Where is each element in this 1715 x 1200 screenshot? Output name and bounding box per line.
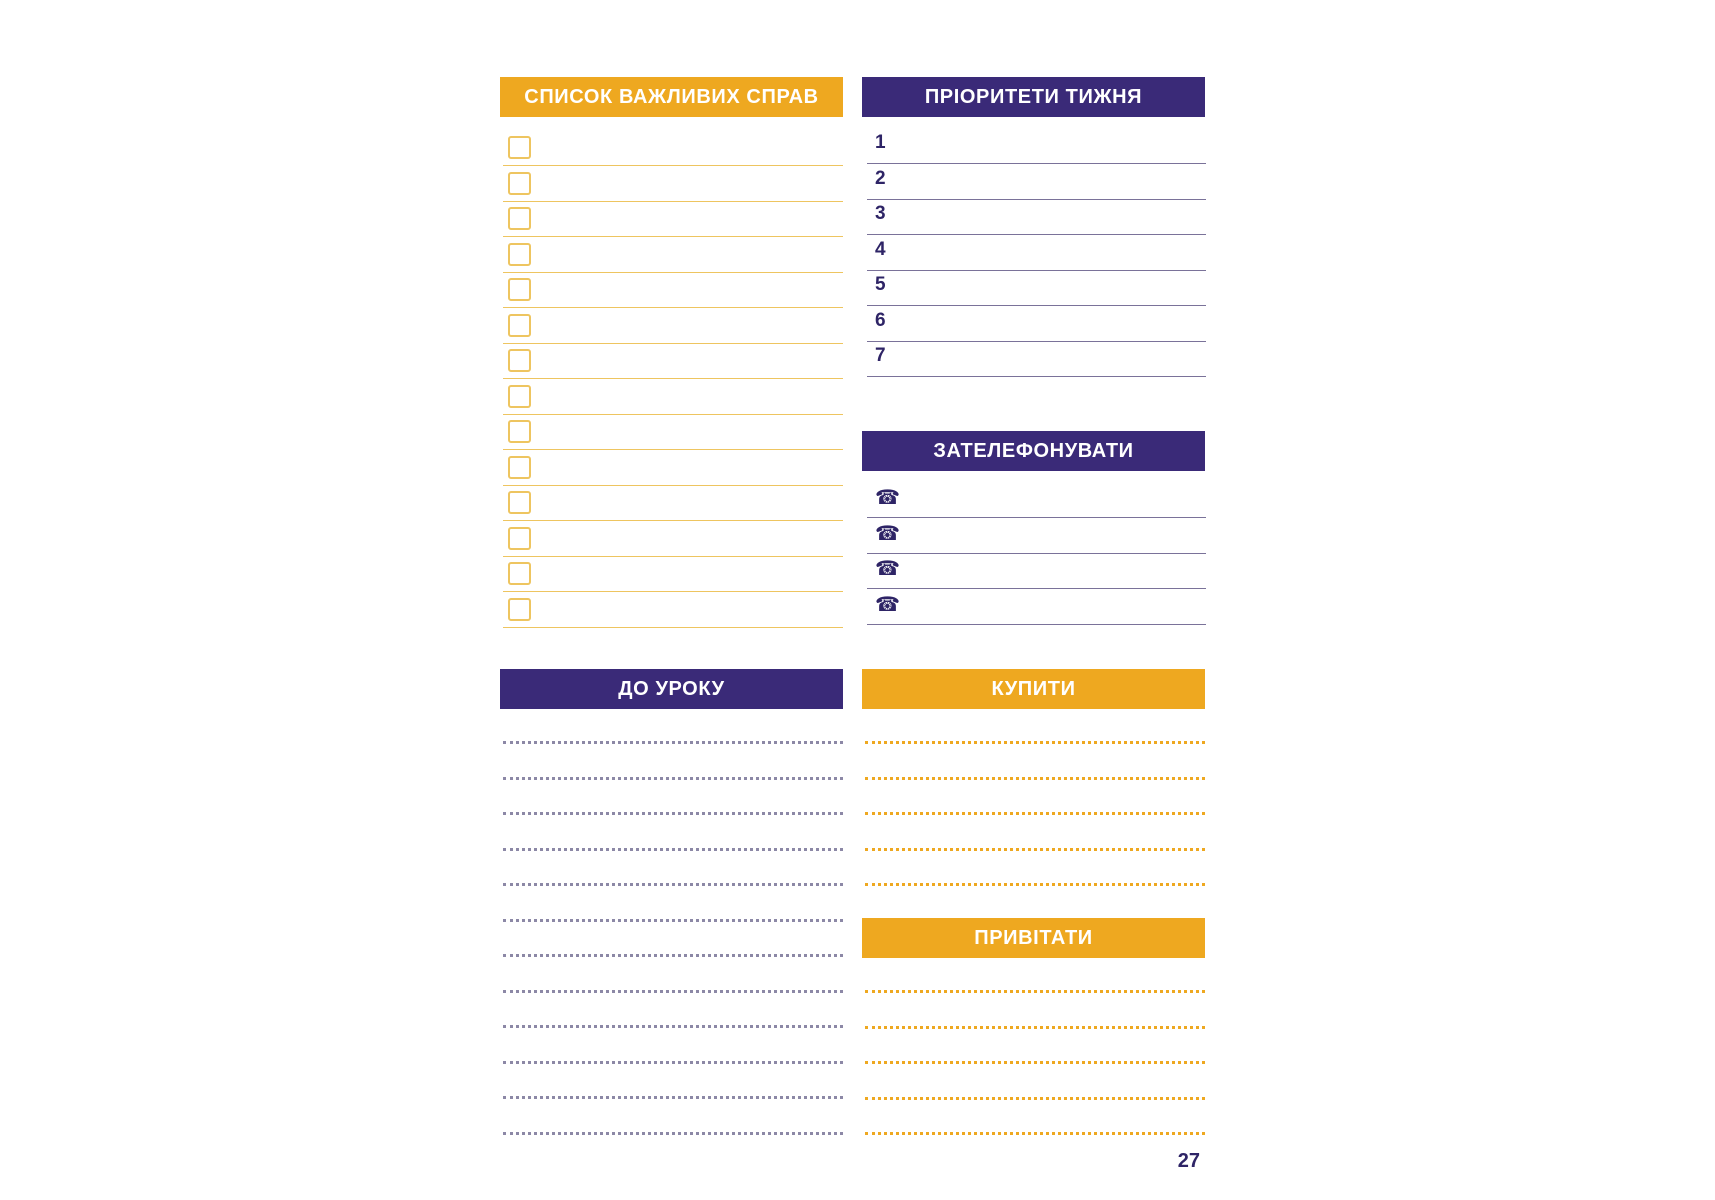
todo-row [503,343,843,379]
page-number: 27 [1177,1150,1200,1172]
todo-checkbox[interactable] [508,207,531,230]
todo-row [503,379,843,415]
todo-row [503,237,843,273]
call-row[interactable] [867,482,1206,518]
todo-row [503,166,843,202]
dotted-line[interactable] [503,954,843,957]
todo-title: СПИСОК ВАЖЛИВИХ СПРАВ [524,85,819,108]
todo-checkbox[interactable] [508,278,531,301]
todo-row [503,308,843,344]
buy-title: КУПИТИ [991,677,1076,700]
todo-row [503,272,843,308]
dotted-line[interactable] [865,777,1205,780]
phone-icon: ☎ [875,556,900,580]
dotted-line[interactable] [503,741,843,744]
phone-icon: ☎ [875,485,900,509]
dotted-line[interactable] [503,883,843,886]
todo-row [503,414,843,450]
dotted-line[interactable] [503,1061,843,1064]
dotted-line[interactable] [503,1096,843,1099]
priority-number: 7 [875,345,886,366]
priority-row[interactable] [867,341,1206,377]
priority-row[interactable] [867,128,1206,164]
todo-checkbox[interactable] [508,598,531,621]
buy-header [862,669,1205,709]
todo-row [503,485,843,521]
lesson-title: ДО УРОКУ [618,677,725,700]
call-row[interactable] [867,553,1206,589]
call-row[interactable] [867,589,1206,625]
todo-checkbox[interactable] [508,243,531,266]
priority-row[interactable] [867,199,1206,235]
todo-checkbox[interactable] [508,491,531,514]
priority-row[interactable] [867,306,1206,342]
lesson-header [500,669,843,709]
dotted-line[interactable] [865,1061,1205,1064]
todo-row [503,450,843,486]
call-header [862,431,1205,471]
dotted-line[interactable] [503,990,843,993]
greet-title: ПРИВІТАТИ [974,926,1093,949]
priority-number: 4 [875,238,886,260]
priority-number: 6 [875,309,886,331]
todo-checkbox[interactable] [508,527,531,550]
todo-checkbox[interactable] [508,562,531,585]
call-row[interactable] [867,518,1206,554]
priority-row[interactable] [867,164,1206,200]
priority-number: 5 [875,274,886,295]
priority-row[interactable] [867,270,1206,306]
dotted-line[interactable] [503,1132,843,1135]
phone-icon: ☎ [875,591,900,616]
dotted-line[interactable] [503,777,843,780]
priorities-title: ПРІОРИТЕТИ ТИЖНЯ [924,85,1143,108]
dotted-line[interactable] [503,919,843,922]
todo-row [503,130,843,166]
todo-row [503,201,843,237]
priority-row[interactable] [867,235,1206,271]
todo-checkbox[interactable] [508,420,531,443]
dotted-line[interactable] [865,1097,1205,1100]
todo-checkbox[interactable] [508,349,531,372]
todo-checkbox[interactable] [508,385,531,408]
dotted-line[interactable] [865,1026,1205,1029]
priority-number: 3 [875,203,886,224]
todo-checkbox[interactable] [508,136,531,159]
dotted-line[interactable] [503,812,843,815]
priority-number: 2 [875,167,886,189]
todo-checkbox[interactable] [508,456,531,479]
todo-checkbox[interactable] [508,172,531,195]
priority-number: 1 [875,132,886,153]
dotted-line[interactable] [503,848,843,851]
phone-icon: ☎ [875,520,900,545]
todo-header [500,77,843,117]
todo-checkbox[interactable] [508,314,531,337]
todo-row [503,521,843,557]
dotted-line[interactable] [865,812,1205,815]
greet-header [862,918,1205,958]
priorities-header [862,77,1205,117]
dotted-line[interactable] [865,848,1205,851]
todo-row [503,592,843,628]
call-title: ЗАТЕЛЕФОНУВАТИ [933,439,1134,462]
dotted-line[interactable] [503,1025,843,1028]
dotted-line[interactable] [865,883,1205,886]
dotted-line[interactable] [865,990,1205,993]
dotted-line[interactable] [865,741,1205,744]
dotted-line[interactable] [865,1132,1205,1135]
todo-row [503,556,843,592]
